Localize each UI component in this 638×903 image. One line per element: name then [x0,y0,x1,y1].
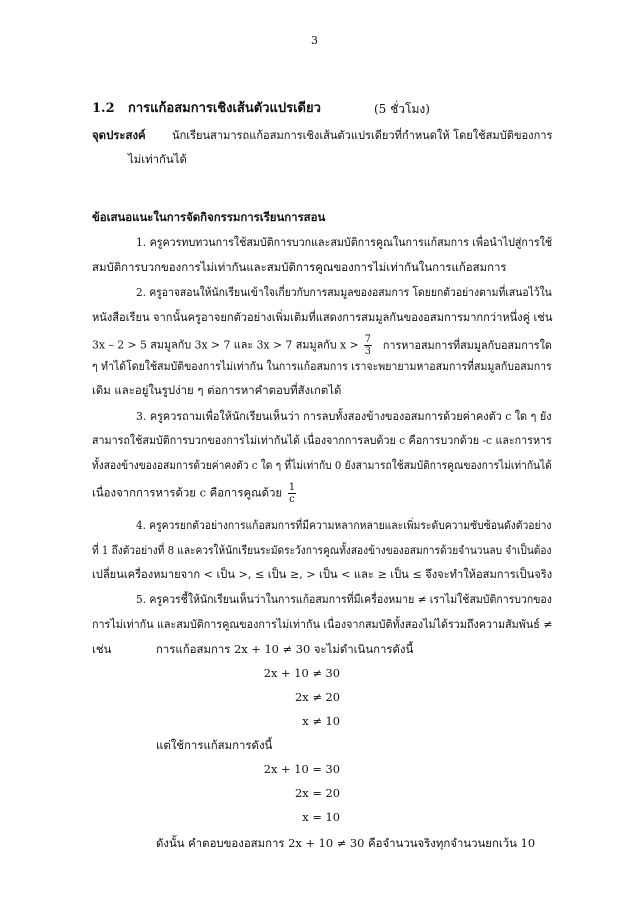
item-2-line-2: หนังสือเรียน จากนั้นครูอาจยกตัวอย่างเพิ่มเติมที่แสดงการสมมูลกันของอสมการมากกว่าหนึ่งคู่ เช่น [92,310,553,324]
step-neq-2: 2x ≠ 20 [295,690,340,704]
item-2-equivalence-text: 3x – 2 > 5 สมมูลกับ 3x > 7 และ 3x > 7 สมมูลกับ x > [92,337,359,352]
item-2-equivalence-tail: การหาอสมการที่สมมูลกับอสมการใด [382,337,552,352]
fraction-numerator: 7 [364,334,371,345]
step-eq-2: 2x = 20 [295,786,340,800]
item-4-line-2: ที่ 1 ถึงตัวอย่างที่ 8 และควรให้นักเรียนระมัดระวังการคูณทั้งสองข้างของอสมการด้วยจำนวนลบ จำเป็นต้อง [92,543,552,557]
fraction-denominator: c [289,494,295,505]
objective-label: จุดประสงค์ [92,128,146,142]
item-2-line-1: 2. ครูอาจสอนให้นักเรียนเข้าใจเกี่ยวกับการสมมูลของอสมการ โดยยกตัวอย่างตามที่เสนอไว้ใน [136,285,552,299]
item-3-line-3: ทั้งสองข้างของอสมการด้วยค่าคงตัว c ใด ๆ ที่ไม่เท่ากับ 0 ยังสามารถใช้สมบัติการคูณของการไม่เท่ากันได้ [92,458,552,472]
step-eq-1: 2x + 10 = 30 [263,762,340,776]
item-1-line-1: 1. ครูควรทบทวนการใช้สมบัติการบวกและสมบัติการคูณในการแก้สมการ เพื่อนำไปสู่การใช้ [136,235,553,249]
section-number: 1.2 [92,101,115,116]
fraction-one-over-c [288,482,296,505]
item-5-line-2: การไม่เท่ากัน และสมบัติการคูณของการไม่เท่ากัน เนื่องจากสมบัติทั้งสองไม่ได้รวมถึงความสัมพันธ์ ≠ [92,617,553,631]
item-2-line-3 [92,334,552,357]
objective-line-1: นักเรียนสามารถแก้อสมการเชิงเส้นตัวแปรเดียวที่กำหนดให้ โดยใช้สมบัติของการ [172,128,553,142]
page-number: 3 [311,34,318,47]
item-3-line-4 [92,482,298,505]
fraction-numerator: 1 [288,482,296,493]
item-4-line-1: 4. ครูควรยกตัวอย่างการแก้อสมการที่มีความหลากหลายและเพิ่มระดับความซับซ้อนดังตัวอย่าง [136,518,552,532]
item-4-line-3: เปลี่ยนเครื่องหมายจาก < เป็น >, ≤ เป็น ≥, > เป็น < และ ≥ เป็น ≤ จึงจะทำให้อสมการเป็นจริง [92,567,553,581]
example-intro-used: แต่ใช้การแก้สมการดังนี้ [156,738,273,752]
fraction-denominator: 3 [364,346,371,357]
section-title: การแก้อสมการเชิงเส้นตัวแปรเดียว [128,101,321,116]
item-2-line-4: ๆ ทำได้โดยใช้สมบัติของการไม่เท่ากัน ในการแก้อสมการ เราจะพยายามหาอสมการที่สมมูลกับอสมการ [92,359,552,373]
item-3-line-1: 3. ครูควรถามเพื่อให้นักเรียนเห็นว่า การลบทั้งสองข้างของอสมการด้วยค่าคงตัว c ใด ๆ ยัง [136,409,552,423]
objective-line-2: ไม่เท่ากันได้ [128,152,187,166]
suggestions-heading: ข้อเสนอแนะในการจัดกิจกรรมการเรียนการสอน [92,210,326,224]
item-5-line-1: 5. ครูควรชี้ให้นักเรียนเห็นว่าในการแก้อสมการที่มีเครื่องหมาย ≠ เราไม่ใช้สมบัติการบวกของ [136,592,552,606]
item-2-line-5: เดิม และอยู่ในรูปง่าย ๆ ต่อการหาคำตอบที่สังเกตได้ [92,383,342,397]
item-3-line-2: สามารถใช้สมบัติการบวกของการไม่เท่ากันได้ เนื่องจากการลบด้วย c คือการบวกด้วย -c และการหาร [92,433,552,447]
step-neq-3: x ≠ 10 [302,714,340,728]
item-1-line-2: สมบัติการบวกของการไม่เท่ากันและสมบัติการคูณของการไม่เท่ากันในการแก้อสมการ [92,260,507,274]
section-hours: (5 ชั่วโมง) [374,102,430,116]
step-eq-3: x = 10 [302,810,340,824]
item-3-division-text: เนื่องจากการหารด้วย c คือการคูณด้วย [92,485,283,500]
fraction-seven-thirds [364,334,372,357]
such-as-label: เช่น [92,642,112,656]
conclusion: ดังนั้น คำตอบของอสมการ 2x + 10 ≠ 30 คือจำนวนจริงทุกจำนวนยกเว้น 10 [156,836,536,850]
step-neq-1: 2x + 10 ≠ 30 [263,666,340,680]
example-intro-not-used: การแก้อสมการ 2x + 10 ≠ 30 จะไม่ดำเนินการดังนี้ [156,642,414,656]
